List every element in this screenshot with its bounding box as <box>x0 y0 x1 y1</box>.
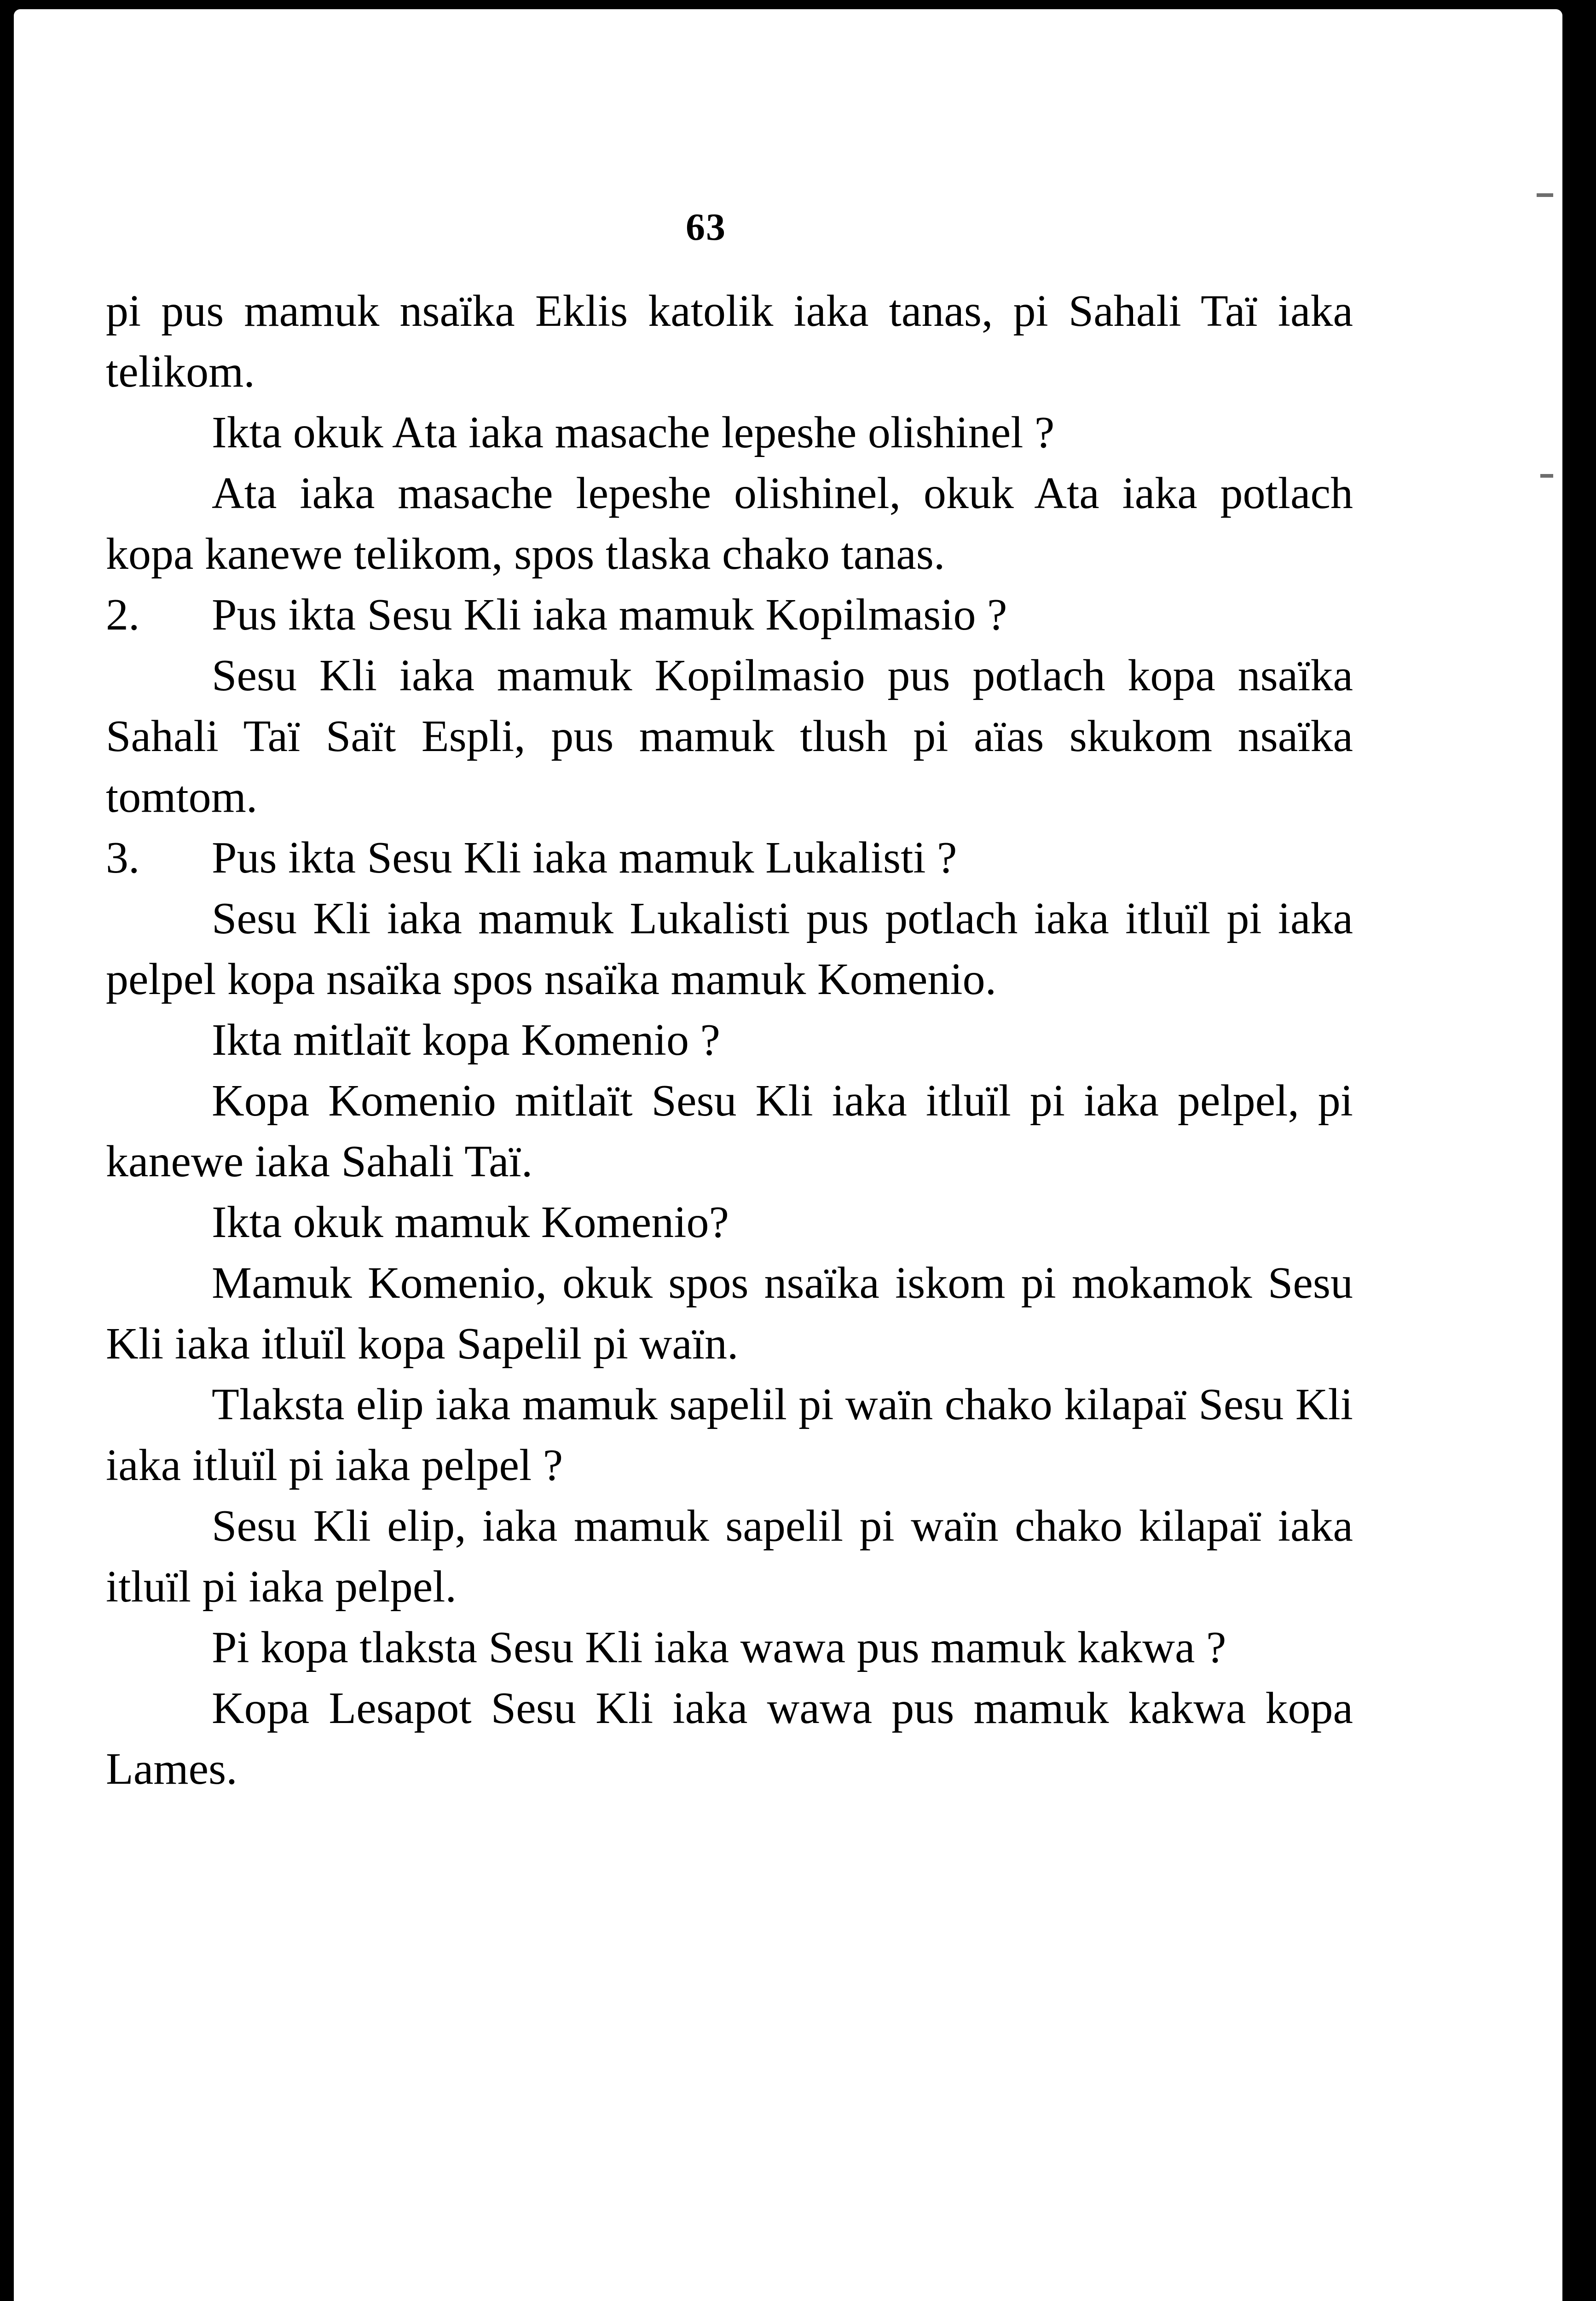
answer-sapelil-waiin: Sesu Kli elip, iaka mamuk sapelil pi waïn chako kilapaï iaka itluïl pi iaka pelpel. <box>106 1501 1353 1612</box>
answer-kopilmasio: Sesu Kli iaka mamuk Kopilmasio pus potlach kopa nsaïka Sahali Taï Saït Espli, pus mamuk tlush pi aïas skukom nsaïka tomtom. <box>106 651 1353 822</box>
question-sapelil-waiin: Tlaksta elip iaka mamuk sapelil pi waïn chako kilapaï Sesu Kli iaka itluïl pi iaka pelpel ? <box>106 1380 1353 1490</box>
question-3-lukalisti <box>106 827 1353 888</box>
answer-komenio-meaning: Mamuk Komenio, okuk spos nsaïka iskom pi mokamok Sesu Kli iaka itluïl kopa Sapelil pi waïn. <box>106 1258 1353 1369</box>
scan-edge-mark <box>1537 193 1553 197</box>
question-text: Pus ikta Sesu Kli iaka mamuk Lukalisti ? <box>212 833 957 883</box>
paragraph-1: pi pus mamuk nsaïka Eklis katolik iaka tanas, pi Sahali Taï iaka telikom. <box>106 286 1353 397</box>
page-sheet <box>14 9 1562 2301</box>
question-ata-masache: Ikta okuk Ata iaka masache lepeshe olishinel ? <box>212 408 1055 457</box>
answer-lukalisti: Sesu Kli iaka mamuk Lukalisti pus potlach iaka itluïl pi iaka pelpel kopa nsaïka spos nsaïka mamuk Komenio. <box>106 894 1353 1004</box>
question-komenio-contents: Ikta mitlaït kopa Komenio ? <box>212 1015 720 1065</box>
page-number: 63 <box>686 206 726 249</box>
question-number: 2. <box>106 590 140 640</box>
question-2-kopilmasio <box>106 584 1353 645</box>
answer-ata-masache: Ata iaka masache lepeshe olishinel, okuk Ata iaka potlach kopa kanewe telikom, spos tlaska chako tanas. <box>106 468 1353 579</box>
question-komenio-meaning: Ikta okuk mamuk Komenio? <box>212 1197 729 1247</box>
question-text: Pus ikta Sesu Kli iaka mamuk Kopilmasio ? <box>212 590 1007 640</box>
question-number: 3. <box>106 833 140 883</box>
scan-edge-mark <box>1540 474 1553 478</box>
page-body <box>106 281 1353 1799</box>
question-wawa-kakwa: Pi kopa tlaksta Sesu Kli iaka wawa pus mamuk kakwa ? <box>212 1623 1226 1672</box>
answer-komenio-contents: Kopa Komenio mitlaït Sesu Kli iaka itluïl pi iaka pelpel, pi kanewe iaka Sahali Taï. <box>106 1076 1353 1186</box>
answer-wawa-kakwa: Kopa Lesapot Sesu Kli iaka wawa pus mamuk kakwa kopa Lames. <box>106 1683 1353 1794</box>
